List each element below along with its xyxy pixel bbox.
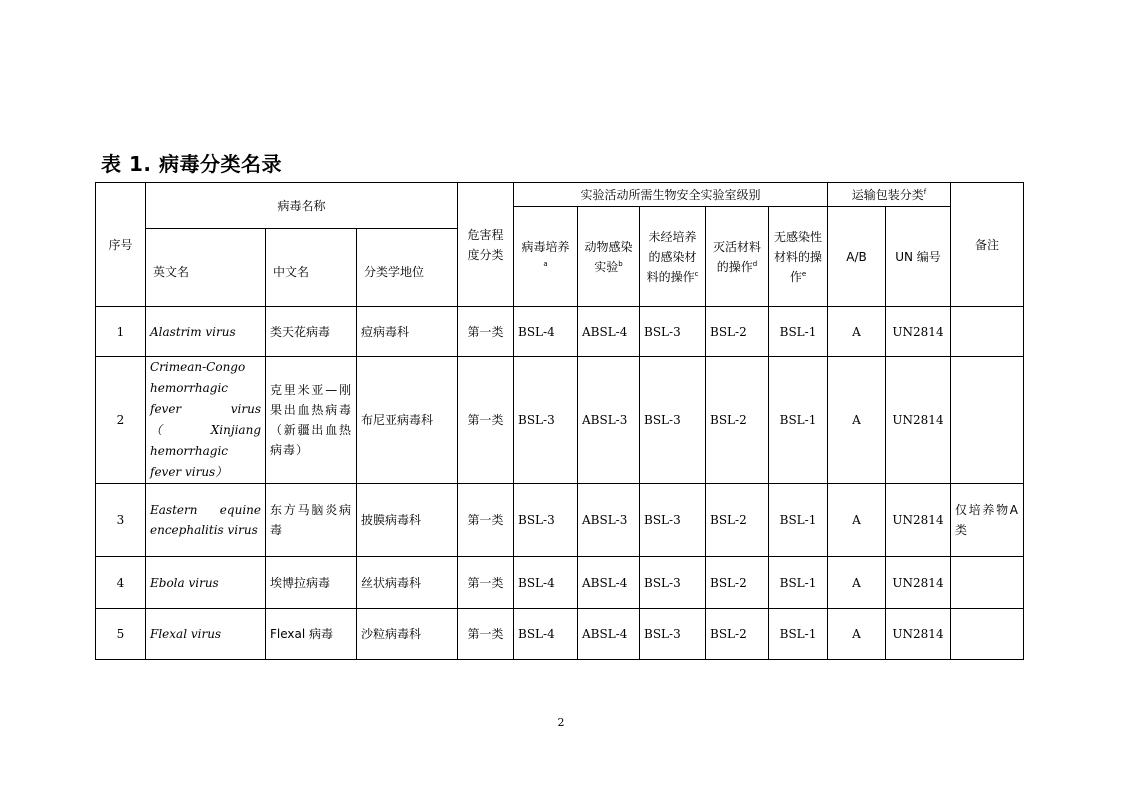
cell-en-name: Flexal virus	[146, 609, 266, 660]
cell-uncultured: BSL-3	[640, 307, 706, 357]
cell-un: UN2814	[886, 609, 951, 660]
cell-ab: A	[828, 557, 886, 609]
table-row	[96, 557, 1024, 609]
header-en-name: 英文名	[146, 229, 266, 307]
header-inactivated: 灭活材料的操作$^d$	[706, 207, 769, 307]
cell-taxonomy: 丝状病毒科	[357, 557, 458, 609]
cell-remark	[951, 609, 1024, 660]
cell-ab: A	[828, 307, 886, 357]
cell-inactivated: BSL-2	[706, 557, 769, 609]
cell-seq: 4	[96, 557, 146, 609]
cell-seq: 5	[96, 609, 146, 660]
cell-seq: 2	[96, 357, 146, 484]
cell-en-name: Eastern equine encephalitis virus	[146, 484, 266, 557]
header-uncultured: 未经培养的感染材料的操作$^c$	[640, 207, 706, 307]
cell-culture: BSL-3	[514, 484, 578, 557]
header-remark: 备注	[951, 183, 1024, 307]
cell-en-name: Ebola virus	[146, 557, 266, 609]
cell-remark: 仅培养物A类	[951, 484, 1024, 557]
header-lab-level-group: 实验活动所需生物安全实验室级别	[514, 183, 828, 207]
cell-en-name: Crimean-Congo hemorrhagic fever virus （Xinjiang hemorrhagic fever virus）	[146, 357, 266, 484]
cell-uncultured: BSL-3	[640, 484, 706, 557]
cell-animal: ABSL-3	[578, 357, 640, 484]
header-seq: 序号	[96, 183, 146, 307]
cell-inactivated: BSL-2	[706, 484, 769, 557]
cell-hazard: 第一类	[458, 357, 514, 484]
table-row	[96, 484, 1024, 557]
cell-animal: ABSL-4	[578, 609, 640, 660]
cell-zh-name: 东方马脑炎病毒	[266, 484, 357, 557]
virus-classification-table	[95, 182, 1024, 660]
cell-animal: ABSL-4	[578, 557, 640, 609]
header-noninfectious: 无感染性材料的操作$^e$	[769, 207, 828, 307]
cell-zh-name: Flexal 病毒	[266, 609, 357, 660]
table-row	[96, 609, 1024, 660]
cell-ab: A	[828, 484, 886, 557]
header-transport-group: 运输包装分类$^f$	[828, 183, 951, 207]
cell-un: UN2814	[886, 557, 951, 609]
cell-taxonomy: 布尼亚病毒科	[357, 357, 458, 484]
cell-noninfectious: BSL-1	[769, 484, 828, 557]
header-virus-name: 病毒名称	[146, 183, 458, 229]
cell-remark	[951, 557, 1024, 609]
table-title: 表 1. 病毒分类名录	[101, 152, 282, 176]
cell-zh-name: 类天花病毒	[266, 307, 357, 357]
table-row	[96, 307, 1024, 357]
cell-culture: BSL-4	[514, 609, 578, 660]
cell-taxonomy: 痘病毒科	[357, 307, 458, 357]
cell-uncultured: BSL-3	[640, 357, 706, 484]
cell-inactivated: BSL-2	[706, 357, 769, 484]
cell-hazard: 第一类	[458, 557, 514, 609]
cell-culture: BSL-3	[514, 357, 578, 484]
header-animal: 动物感染实验$^b$	[578, 207, 640, 307]
cell-un: UN2814	[886, 307, 951, 357]
cell-noninfectious: BSL-1	[769, 609, 828, 660]
header-ab: A/B	[828, 207, 886, 307]
cell-inactivated: BSL-2	[706, 609, 769, 660]
cell-remark	[951, 357, 1024, 484]
cell-un: UN2814	[886, 357, 951, 484]
cell-noninfectious: BSL-1	[769, 357, 828, 484]
cell-ab: A	[828, 609, 886, 660]
cell-inactivated: BSL-2	[706, 307, 769, 357]
header-un: UN 编号	[886, 207, 951, 307]
cell-uncultured: BSL-3	[640, 609, 706, 660]
cell-ab: A	[828, 357, 886, 484]
page-number: 2	[557, 716, 565, 729]
cell-hazard: 第一类	[458, 484, 514, 557]
cell-seq: 1	[96, 307, 146, 357]
header-zh-name: 中文名	[266, 229, 357, 307]
cell-seq: 3	[96, 484, 146, 557]
cell-animal: ABSL-3	[578, 484, 640, 557]
cell-remark	[951, 307, 1024, 357]
cell-zh-name: 克里米亚—刚果出血热病毒（新疆出血热病毒）	[266, 357, 357, 484]
cell-noninfectious: BSL-1	[769, 307, 828, 357]
header-hazard: 危害程度分类	[458, 183, 514, 307]
cell-taxonomy: 披膜病毒科	[357, 484, 458, 557]
cell-culture: BSL-4	[514, 307, 578, 357]
header-taxonomy: 分类学地位	[357, 229, 458, 307]
cell-noninfectious: BSL-1	[769, 557, 828, 609]
table-row	[96, 357, 1024, 484]
cell-culture: BSL-4	[514, 557, 578, 609]
header-culture: 病毒培养$^a$	[514, 207, 578, 307]
cell-uncultured: BSL-3	[640, 557, 706, 609]
cell-zh-name: 埃博拉病毒	[266, 557, 357, 609]
cell-animal: ABSL-4	[578, 307, 640, 357]
cell-hazard: 第一类	[458, 609, 514, 660]
cell-en-name: Alastrim virus	[146, 307, 266, 357]
cell-hazard: 第一类	[458, 307, 514, 357]
cell-un: UN2814	[886, 484, 951, 557]
cell-taxonomy: 沙粒病毒科	[357, 609, 458, 660]
